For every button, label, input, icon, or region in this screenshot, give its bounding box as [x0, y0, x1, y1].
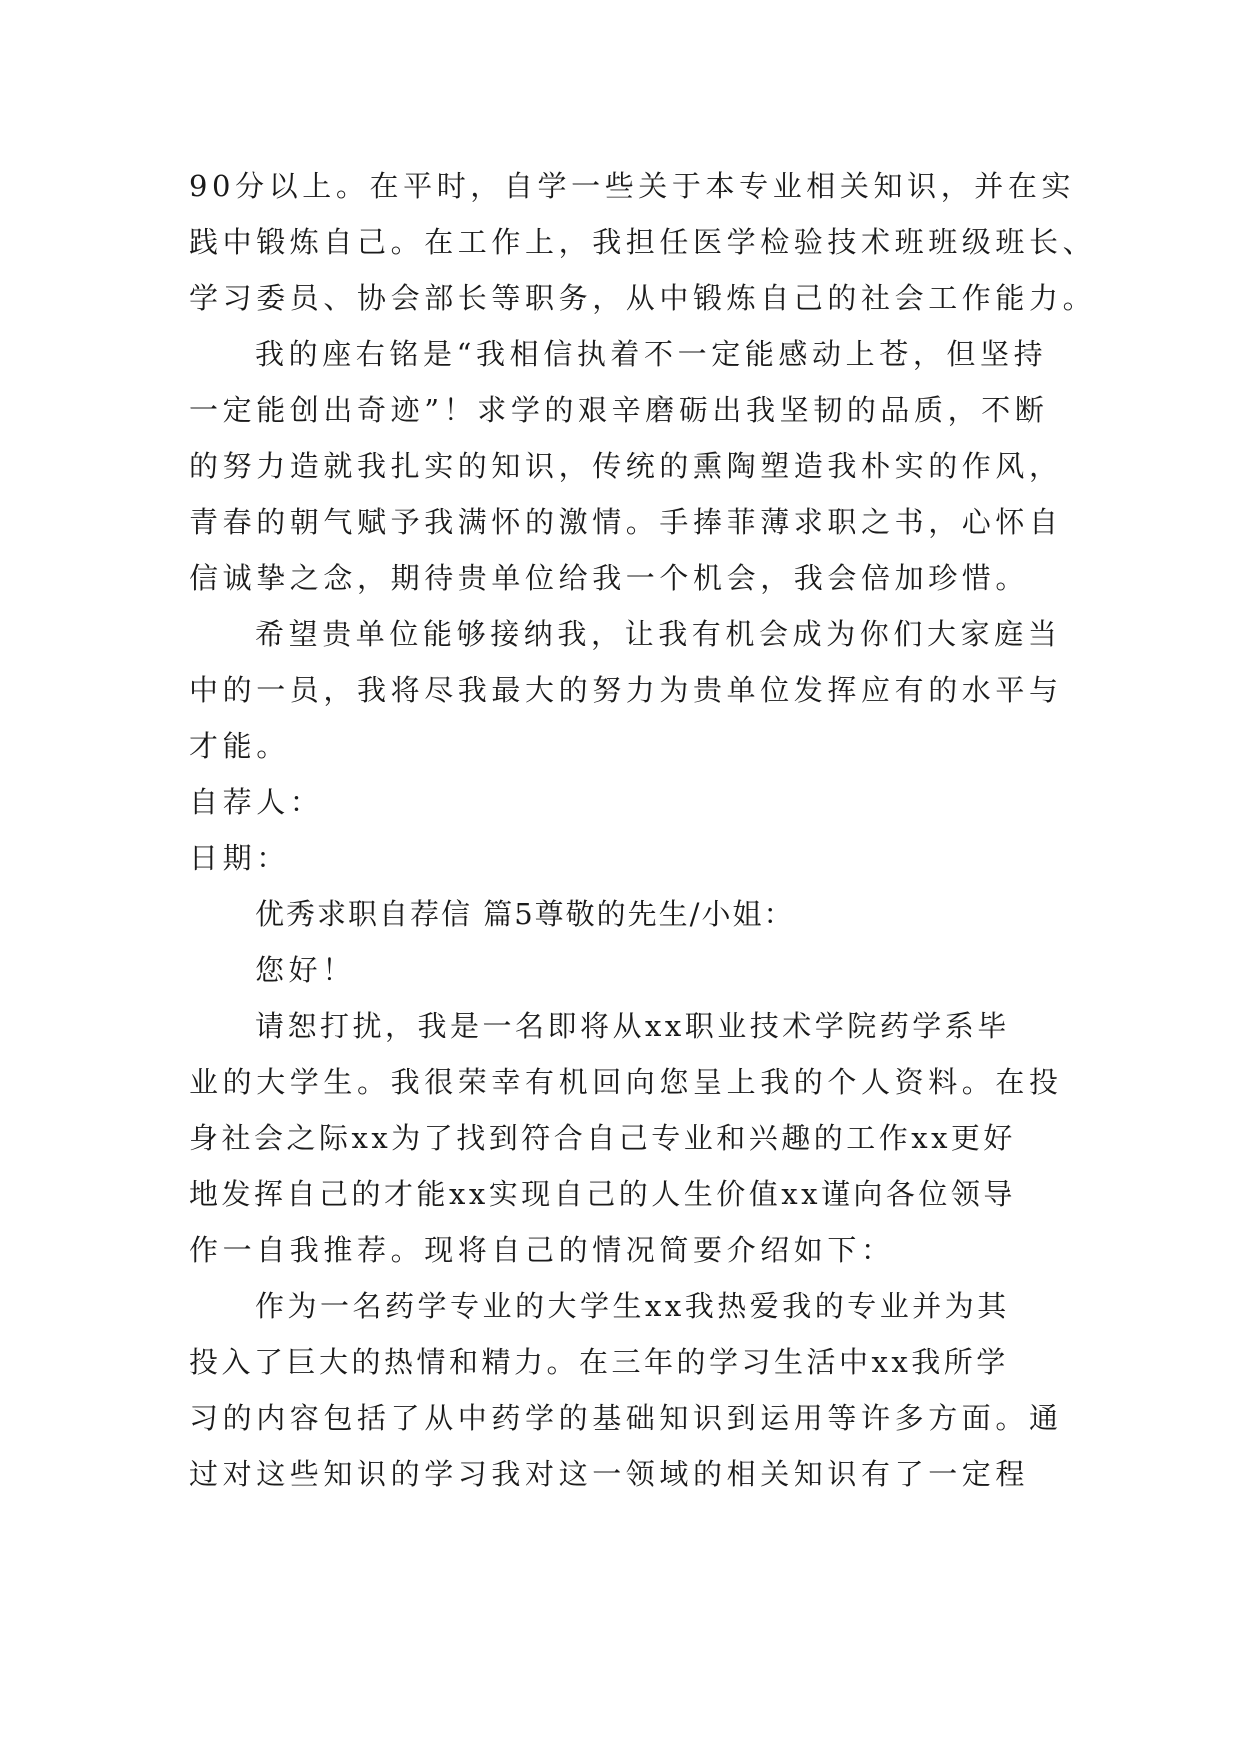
text-line-19: 地发挥自己的才能xx实现自己的人生价值xx谨向各位领导 — [189, 1177, 1016, 1211]
text-line-1: 90分以上。在平时，自学一些关于本专业相关知识，并在实 — [189, 169, 1076, 203]
text-line-23: 习的内容包括了从中药学的基础知识到运用等许多方面。通 — [189, 1401, 1063, 1435]
text-line-3: 学习委员、协会部长等职务，从中锻炼自己的社会工作能力。 — [189, 281, 1097, 315]
date-label: 日期： — [189, 841, 290, 875]
text-line-10: 中的一员，我将尽我最大的努力为贵单位发挥应有的水平与 — [189, 673, 1063, 707]
text-line-5: 一定能创出奇迹”！求学的艰辛磨砺出我坚韧的品质，不断 — [189, 393, 1049, 427]
text-line-20: 作一自我推荐。现将自己的情况简要介绍如下： — [189, 1233, 895, 1267]
text-line-2: 践中锻炼自己。在工作上，我担任医学检验技术班班级班长、 — [189, 225, 1097, 259]
text-line-4: 我的座右铭是“我相信执着不一定能感动上苍，但坚持 — [255, 337, 1048, 371]
signature-label: 自荐人： — [189, 785, 324, 819]
text-line-11: 才能。 — [189, 729, 290, 763]
text-line-9: 希望贵单位能够接纳我，让我有机会成为你们大家庭当 — [255, 617, 1062, 651]
text-line-18: 身社会之际xx为了找到符合自己专业和兴趣的工作xx更好 — [189, 1121, 1016, 1155]
text-line-7: 青春的朝气赋予我满怀的激情。手捧菲薄求职之书，心怀自 — [189, 505, 1063, 539]
text-line-22: 投入了巨大的热情和精力。在三年的学习生活中xx我所学 — [189, 1345, 1009, 1379]
section-heading: 优秀求职自荐信 篇5尊敬的先生/小姐： — [255, 897, 795, 931]
greeting: 您好！ — [255, 953, 356, 987]
text-line-21: 作为一名药学专业的大学生xx我热爱我的专业并为其 — [255, 1289, 1010, 1323]
text-line-6: 的努力造就我扎实的知识，传统的熏陶塑造我朴实的作风， — [189, 449, 1063, 483]
letter-body — [189, 158, 1097, 1502]
text-line-8: 信诚挚之念，期待贵单位给我一个机会，我会倍加珍惜。 — [189, 561, 1030, 595]
text-line-16: 请恕打扰，我是一名即将从xx职业技术学院药学系毕 — [255, 1009, 1010, 1043]
text-line-24: 过对这些知识的学习我对这一领域的相关知识有了一定程 — [189, 1457, 1030, 1491]
text-line-17: 业的大学生。我很荣幸有机回向您呈上我的个人资料。在投 — [189, 1065, 1063, 1099]
